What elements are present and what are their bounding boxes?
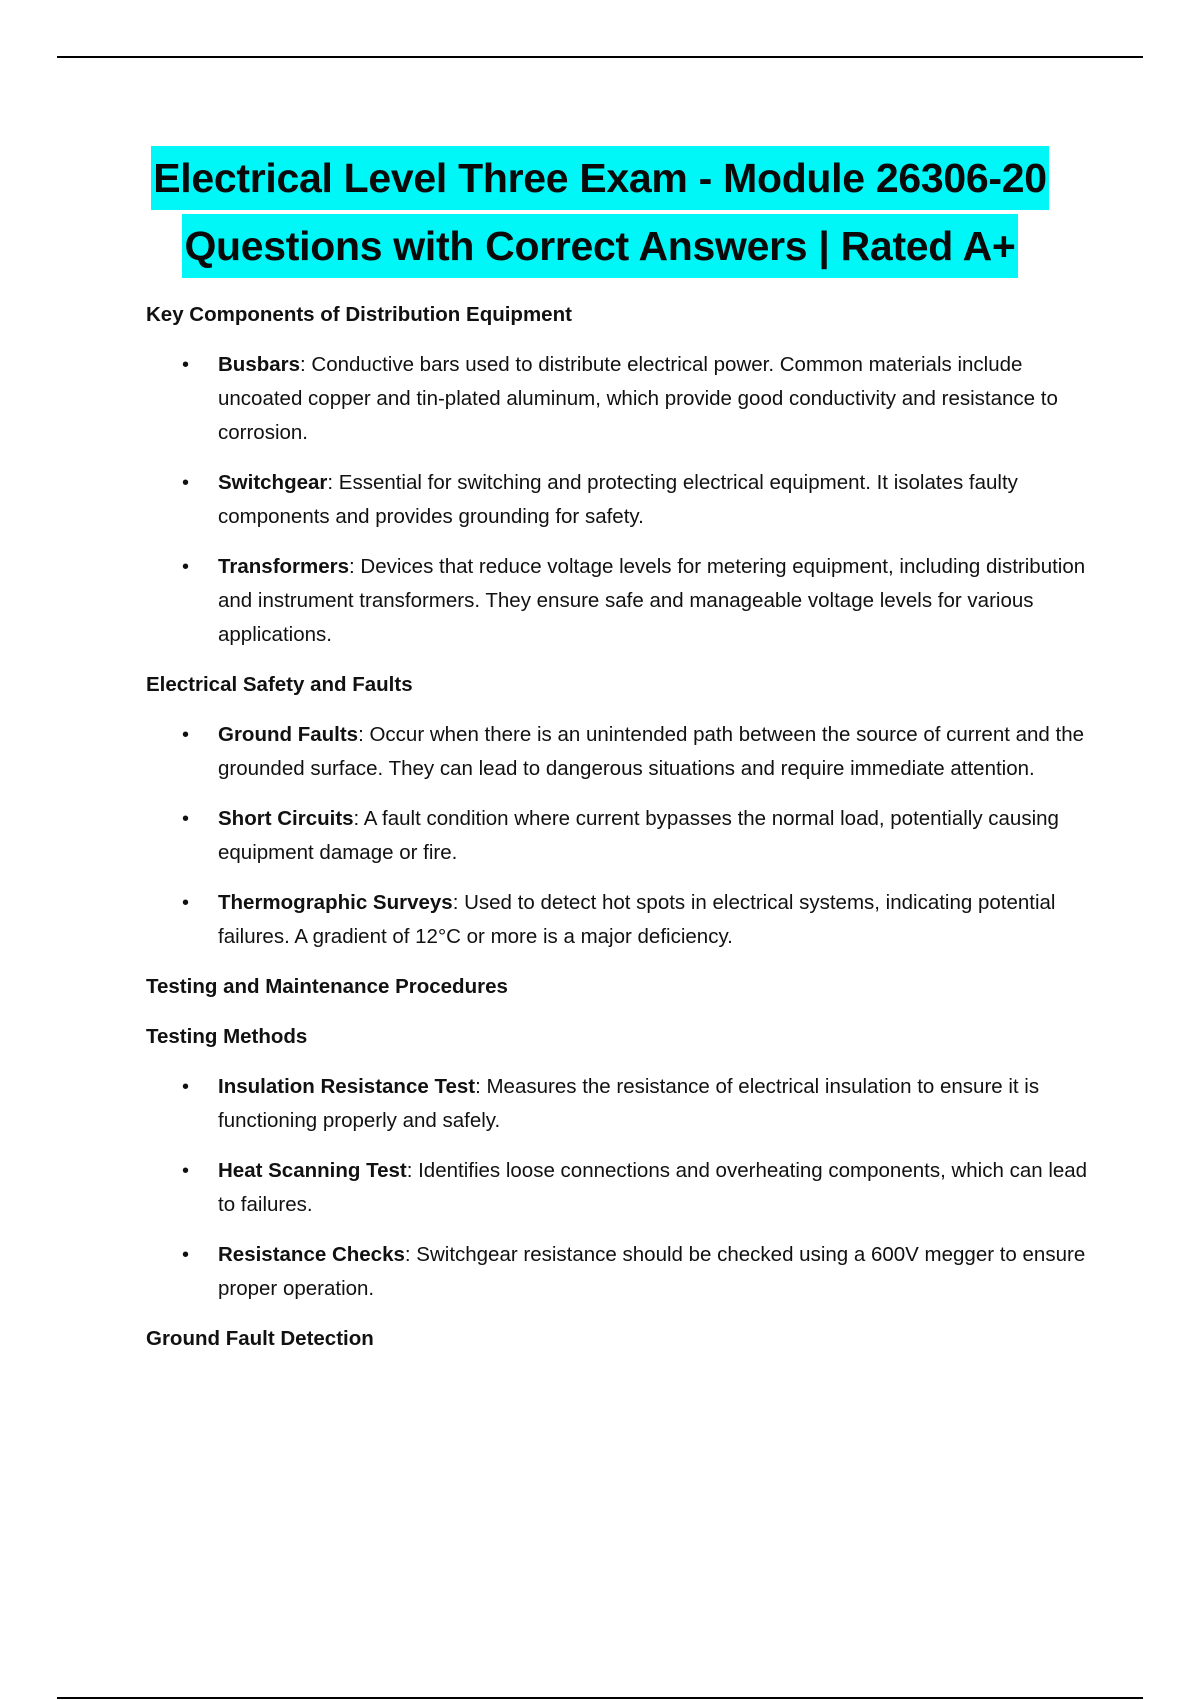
document-title: [0, 146, 1200, 278]
list-item: [146, 1238, 1096, 1306]
list-item: [146, 466, 1096, 534]
bullet-icon: •: [182, 472, 190, 494]
item-term: Heat Scanning Test: [218, 1159, 407, 1182]
item-term: Busbars: [218, 353, 301, 376]
list-item: [146, 348, 1096, 450]
item-description: : A fault condition where current bypasses the normal load, potentially causing equipment damage or fire.: [218, 807, 1059, 864]
bullet-icon: •: [182, 556, 190, 578]
item-term: Transformers: [218, 555, 350, 578]
item-description: : Used to detect hot spots in electrical systems, indicating potential failures. A gradient of 12°C or more is a major deficiency.: [218, 891, 1056, 948]
section-heading: Electrical Safety and Faults: [146, 673, 413, 696]
section-heading: Ground Fault Detection: [146, 1327, 374, 1350]
title-line-2: Questions with Correct Answers | Rated A+: [182, 214, 1017, 278]
list-item: [146, 1154, 1096, 1222]
top-divider: [57, 56, 1143, 58]
item-term: Short Circuits: [218, 807, 354, 830]
bullet-icon: •: [182, 354, 190, 376]
item-term: Insulation Resistance Test: [218, 1075, 476, 1098]
bullet-icon: •: [182, 1160, 190, 1182]
item-description: : Measures the resistance of electrical insulation to ensure it is functioning properly and safely.: [218, 1075, 1040, 1132]
item-term: Ground Faults: [218, 723, 359, 746]
item-description: : Occur when there is an unintended path between the source of current and the grounded surface. They can lead to dangerous situations and require immediate attention.: [218, 723, 1085, 780]
bottom-divider: [57, 1697, 1143, 1699]
item-description: : Devices that reduce voltage levels for metering equipment, including distribution and instrument transformers. They ensure safe and manageable voltage levels for various applications.: [218, 555, 1086, 646]
bullet-icon: •: [182, 724, 190, 746]
section-heading: Key Components of Distribution Equipment: [146, 303, 572, 326]
list-item: [146, 886, 1096, 954]
bullet-list: [146, 348, 1096, 652]
bullet-list: [146, 718, 1096, 954]
section-heading: Testing and Maintenance Procedures: [146, 975, 508, 998]
item-term: Resistance Checks: [218, 1243, 405, 1266]
item-description: : Switchgear resistance should be checked using a 600V megger to ensure proper operation.: [218, 1243, 1086, 1300]
section-heading: Testing Methods: [146, 1025, 308, 1048]
list-item: [146, 718, 1096, 786]
item-term: Switchgear: [218, 471, 328, 494]
bullet-list: [146, 1070, 1096, 1306]
bullet-icon: •: [182, 1244, 190, 1266]
list-item: [146, 550, 1096, 652]
list-item: [146, 802, 1096, 870]
item-description: : Identifies loose connections and overheating components, which can lead to failures.: [218, 1159, 1088, 1216]
title-line-1: Electrical Level Three Exam - Module 26306-20: [151, 146, 1049, 210]
bullet-icon: •: [182, 808, 190, 830]
bullet-icon: •: [182, 1076, 190, 1098]
item-description: : Conductive bars used to distribute electrical power. Common materials include uncoated copper and tin-plated aluminum, which provide good conductivity and resistance to corrosion.: [218, 353, 1058, 444]
list-item: [146, 1070, 1096, 1138]
document-body: [146, 298, 1096, 1372]
bullet-icon: •: [182, 892, 190, 914]
item-term: Thermographic Surveys: [218, 891, 453, 914]
item-description: : Essential for switching and protecting electrical equipment. It isolates faulty components and provides grounding for safety.: [218, 471, 1018, 528]
